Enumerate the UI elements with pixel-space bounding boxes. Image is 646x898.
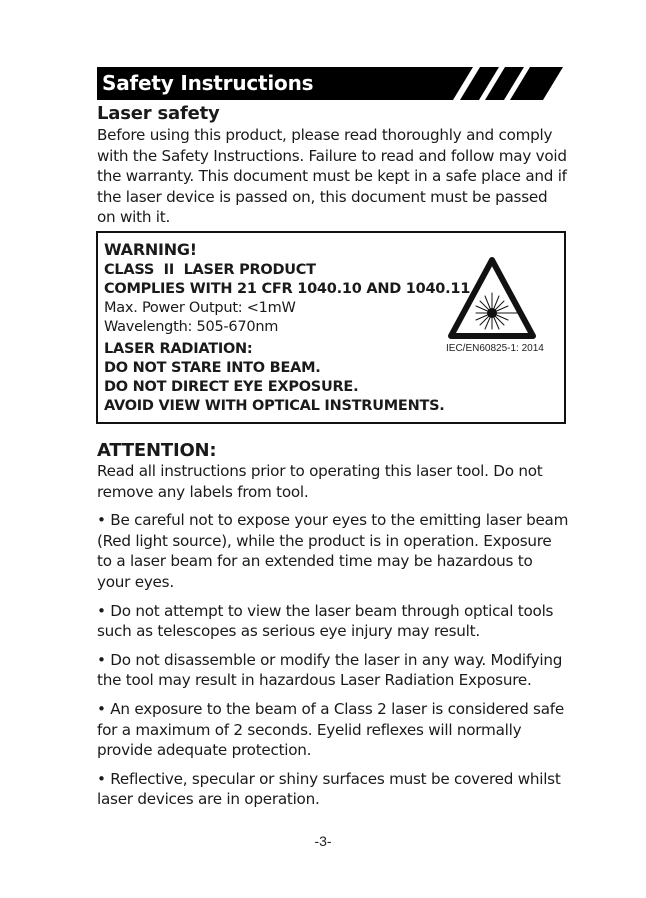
wavelength-line: Wavelength: 505-670nm xyxy=(104,319,279,335)
warning-label-box xyxy=(96,231,566,424)
warning-instruction: AVOID VIEW WITH OPTICAL INSTRUMENTS. xyxy=(104,398,445,414)
attention-bullet: • An exposure to the beam of a Class 2 laser is considered safe for a maximum of 2 seconds. Eyelid reflexes will normally provide adequate protection. xyxy=(97,699,564,760)
laser-safety-paragraph xyxy=(97,125,569,228)
warning-instruction: DO NOT DIRECT EYE EXPOSURE. xyxy=(104,379,359,395)
attention-bullet: • Reflective, specular or shiny surfaces must be covered whilst laser devices are in operation. xyxy=(97,769,561,809)
laser-safety-heading: Laser safety xyxy=(97,103,220,124)
compliance-line: COMPLIES WITH 21 CFR 1040.10 AND 1040.11 xyxy=(104,281,471,297)
laser-radiation-heading: LASER RADIATION: xyxy=(104,341,253,357)
attention-bullet: • Do not disassemble or modify the laser in any way. Modifying the tool may result in hazardous Laser Radiation Exposure. xyxy=(97,650,563,690)
attention-bullet: • Be careful not to expose your eyes to the emitting laser beam (Red light source), while the product is in operation. Exposure to a laser beam for an extended time may be hazardous to your eyes. xyxy=(97,511,569,591)
laser-safety-text: Before using this product, please read thoroughly and comply with the Safety Instructions. Failure to read and follow may void the warranty. This document must be kept in a safe place and if the laser device is passed on, this document must be passed on with it. xyxy=(97,126,567,227)
attention-intro: Read all instructions prior to operating this laser tool. Do not remove any labels from tool. xyxy=(97,462,543,501)
warning-instruction: DO NOT STARE INTO BEAM. xyxy=(104,360,321,376)
attention-bullet: • Do not attempt to view the laser beam through optical tools such as telescopes as serious eye injury may result. xyxy=(97,601,554,641)
warning-text-block xyxy=(104,239,484,416)
iec-standard-label: IEC/EN60825-1: 2014 xyxy=(446,343,544,354)
section-header-bar xyxy=(97,67,563,100)
warning-title: WARNING! xyxy=(104,240,197,259)
laser-warning-triangle-icon xyxy=(447,256,537,342)
page-number: -3- xyxy=(314,833,332,849)
laser-class-line: CLASS II LASER PRODUCT xyxy=(104,262,316,278)
page-title: Safety Instructions xyxy=(102,71,314,95)
attention-heading: ATTENTION: xyxy=(97,440,217,461)
attention-content xyxy=(97,461,569,818)
power-output-line: Max. Power Output: <1mW xyxy=(104,300,296,316)
